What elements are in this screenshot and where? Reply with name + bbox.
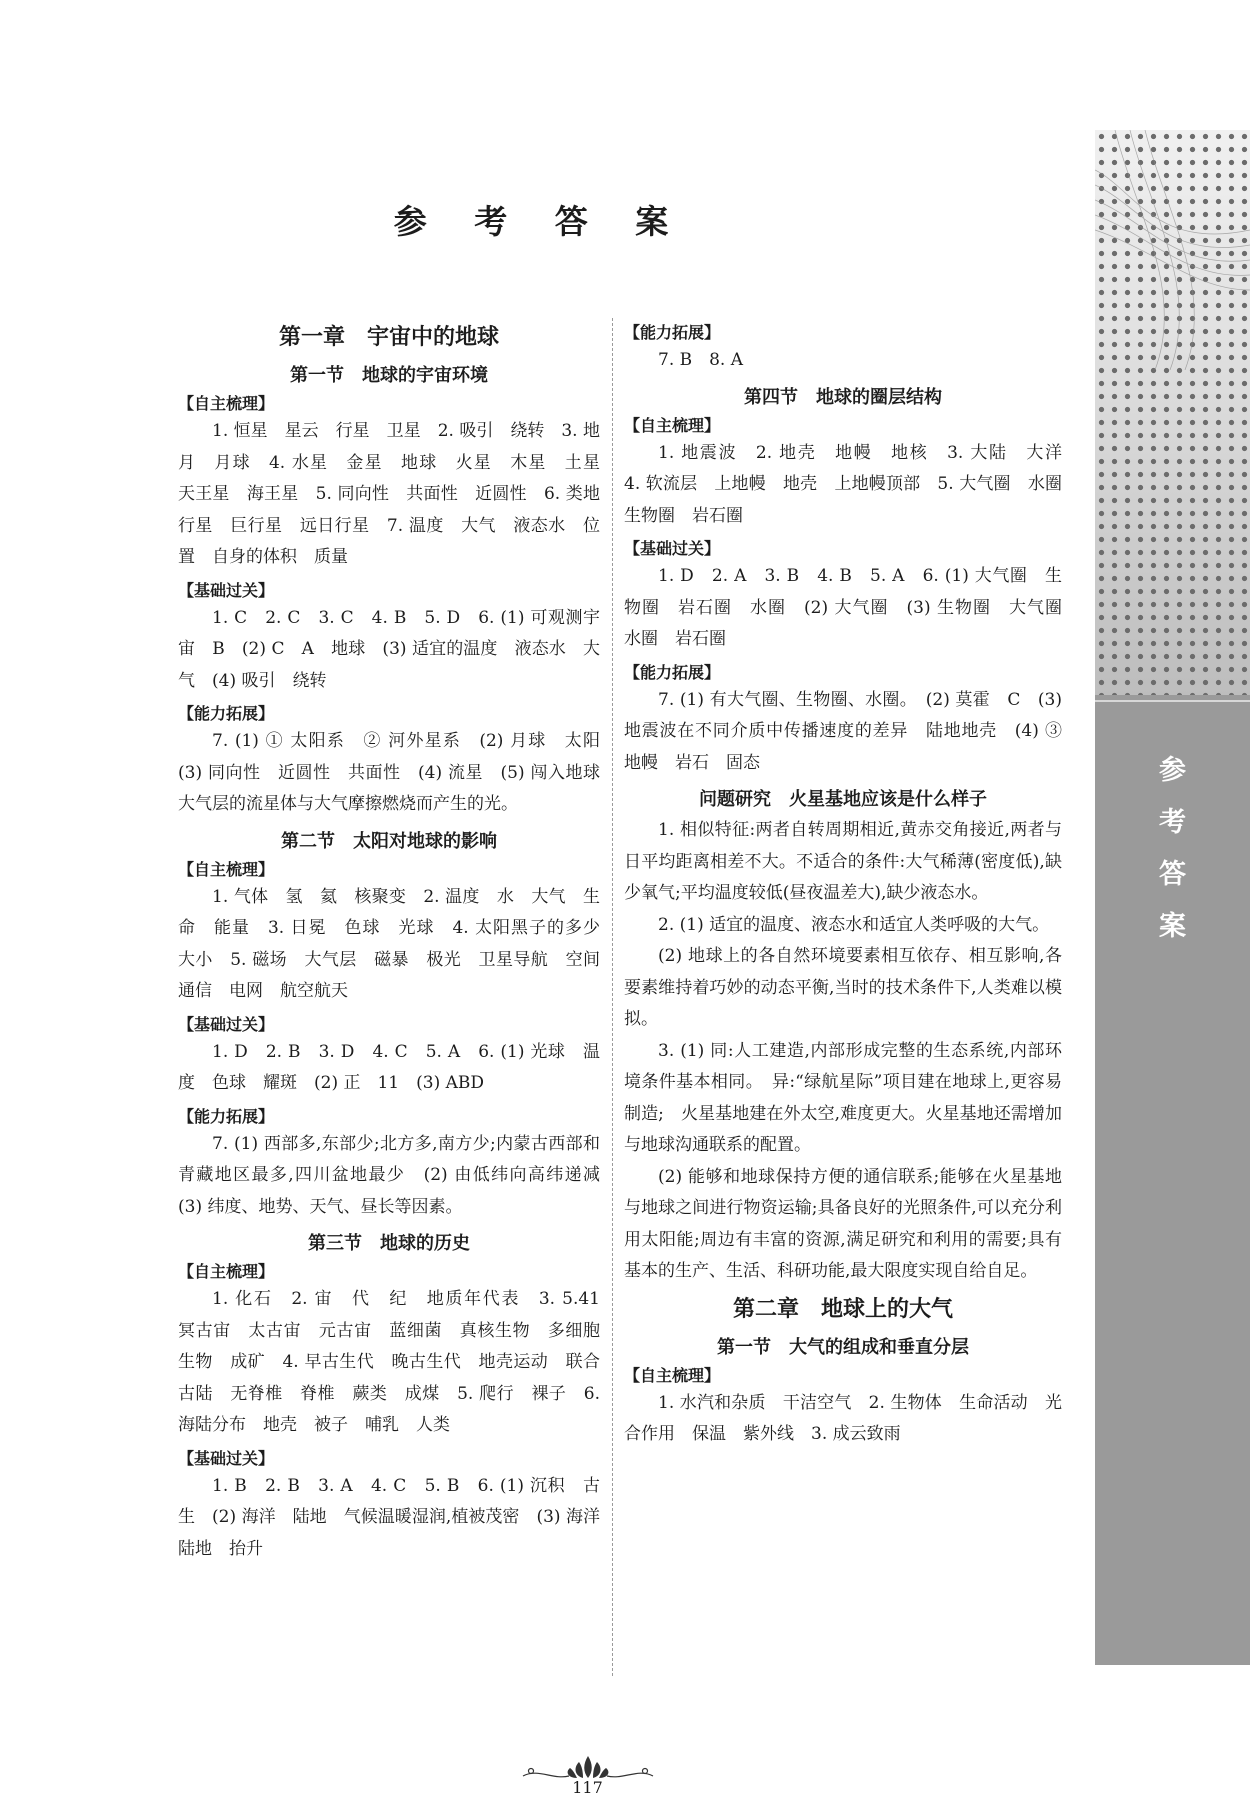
side-tab [1095, 130, 1250, 1665]
answer-paragraph: 3. (1) 同:人工建造,内部形成完整的生态系统,内部环境条件基本相同。 异:“绿航星际”项目建在地球上,更容易制造; 火星基地建在外太空,难度更大。火星基地还需增加与地球沟通联系的配置。 [624, 1040, 1062, 1155]
tab-divider [1095, 700, 1250, 702]
section-heading: 第四节 地球的圈层结构 [744, 386, 942, 408]
exercise-tag: 【能力拓展】 [624, 662, 721, 682]
exercise-tag: 【基础过关】 [178, 1448, 275, 1468]
answer-paragraph: 2. (1) 适宜的温度、液态水和适宜人类呼吸的大气。 [658, 914, 1050, 935]
exercise-tag: 【能力拓展】 [178, 1106, 275, 1126]
chapter-heading: 第二章 地球上的大气 [732, 1295, 953, 1322]
exercise-tag: 【自主梳理】 [178, 859, 275, 879]
side-tab-label [1095, 745, 1250, 953]
exercise-tag: 【自主梳理】 [624, 415, 721, 435]
side-tab-char: 答 [1159, 859, 1186, 890]
side-tab-char: 参 [1159, 755, 1186, 786]
exercise-tag: 【自主梳理】 [178, 1262, 275, 1281]
column-divider [612, 318, 613, 1676]
section-heading: 第二节 太阳对地球的影响 [281, 830, 497, 852]
answer-paragraph: 1. D 2. B 3. D 4. C 5. A 6. (1) 光球 温度 色球 耀斑 (2) 正 11 (3) ABD [178, 1041, 600, 1093]
exercise-tag: 【自主梳理】 [178, 394, 275, 413]
exercise-tag: 【自主梳理】 [624, 1365, 721, 1385]
answer-paragraph: 1. D 2. A 3. B 4. B 5. A 6. (1) 大气圈 生物圈 岩石圈 水圈 (2) 大气圈 (3) 生物圈 大气圈 水圈 岩石圈 [624, 566, 1079, 649]
exercise-tag: 【基础过关】 [178, 580, 275, 600]
answer-paragraph: 7. (1) 有大气圈、生物圈、水圈。 (2) 莫霍 C (3) 地震波在不同介质中传播速度的差异 陆地地壳 (4) ③ 地幔 岩石 固态 [624, 689, 1079, 773]
exercise-tag: 【能力拓展】 [178, 704, 275, 723]
exercise-tag: 【基础过关】 [178, 1014, 275, 1034]
exercise-tag: 【能力拓展】 [624, 323, 721, 342]
answer-paragraph: (2) 地球上的各自然环境要素相互依存、相互影响,各要素维持着巧妙的动态平衡,当时的技术条件下,人类难以模拟。 [624, 946, 1062, 1029]
answer-paragraph: 1. 水汽和杂质 干洁空气 2. 生物体 生命活动 光合作用 保温 紫外线 3. 成云致雨 [624, 1392, 1062, 1444]
page-footer [500, 1752, 675, 1797]
right-column [624, 316, 1079, 1451]
section-heading: 第三节 地球的历史 [308, 1233, 470, 1254]
page-title: 参 考 答 案 [393, 202, 687, 241]
exercise-tag: 【基础过关】 [624, 539, 721, 558]
side-tab-char: 考 [1159, 807, 1186, 838]
answer-paragraph: (2) 能够和地球保持方便的通信联系;能够在火星基地与地球之间进行物资运输;具备良好的光照条件,可以充分利用太阳能;周边有丰富的资源,满足研究和利用的需要;具有基本的生产、生活、科研功能,最大限度实现自给自足。 [624, 1166, 1062, 1281]
wave-lines-decoration [1095, 130, 1250, 370]
answer-paragraph: 1. 化石 2. 宙 代 纪 地质年代表 3. 5.41 冥古宙 太古宙 元古宙 蓝细菌 真核生物 多细胞生物 成矿 4. 早古生代 晚古生代 地壳运动 联合古陆 无脊椎 脊椎 蕨类 成煤 5. 爬行 裸子 6. 海陆分布 地壳 被子 哺乳 人类 [178, 1289, 617, 1435]
page-number: 117 [572, 1778, 603, 1797]
answer-paragraph: 1. B 2. B 3. A 4. C 5. B 6. (1) 沉积 古生 (2) 海洋 陆地 气候温暖湿润,植被茂密 (3) 海洋 陆地 抬升 [178, 1475, 617, 1559]
answer-paragraph: 1. C 2. C 3. C 4. B 5. D 6. (1) 可观测宇宙 B (2) C A 地球 (3) 适宜的温度 液态水 大气 (4) 吸引 绕转 [178, 607, 600, 691]
answer-paragraph: 7. (1) 西部多,东部少;北方多,南方少;内蒙古西部和青藏地区最多,四川盆地最少 (2) 由低纬向高纬递减 (3) 纬度、地势、天气、昼长等因素。 [178, 1133, 617, 1217]
side-tab-char: 案 [1159, 911, 1186, 942]
left-column [178, 316, 617, 1565]
answer-paragraph: 1. 地震波 2. 地壳 地幔 地核 3. 大陆 大洋 4. 软流层 上地幔 地壳 上地幔顶部 5. 大气圈 水圈 生物圈 岩石圈 [624, 442, 1079, 526]
section-heading: 第一节 大气的组成和垂直分层 [717, 1336, 969, 1358]
answer-paragraph: 1. 气体 氢 氦 核聚变 2. 温度 水 大气 生命 能量 3. 日冕 色球 光球 4. 太阳黑子的多少 大小 5. 磁场 大气层 磁暴 极光 卫星导航 空间通信 电网 航空航天 [178, 886, 617, 1001]
answer-paragraph: 1. 恒星 星云 行星 卫星 2. 吸引 绕转 3. 地月 月球 4. 水星 金星 地球 火星 木星 土星 天王星 海王星 5. 同向性 共面性 近圆性 6. 类地行星 巨行星 远日行星 7. 温度 大气 液态水 位置 自身的体积 质量 [178, 421, 617, 567]
answer-paragraph: 1. 相似特征:两者自转周期相近,黄赤交角接近,两者与日平均距离相差不大。不适合的条件:大气稀薄(密度低),缺少氧气;平均温度较低(昼夜温差大),缺少液态水。 [624, 820, 1062, 903]
chapter-heading: 第一章 宇宙中的地球 [278, 324, 499, 350]
section-heading: 问题研究 火星基地应该是什么样子 [699, 789, 987, 810]
section-heading: 第一节 地球的宇宙环境 [290, 365, 488, 386]
answer-paragraph: 7. (1) ① 太阳系 ② 河外星系 (2) 月球 太阳 (3) 同向性 近圆性 共面性 (4) 流星 (5) 闯入地球大气层的流星体与大气摩擦燃烧而产生的光。 [178, 731, 617, 814]
answer-paragraph: 7. B 8. A [658, 350, 744, 370]
